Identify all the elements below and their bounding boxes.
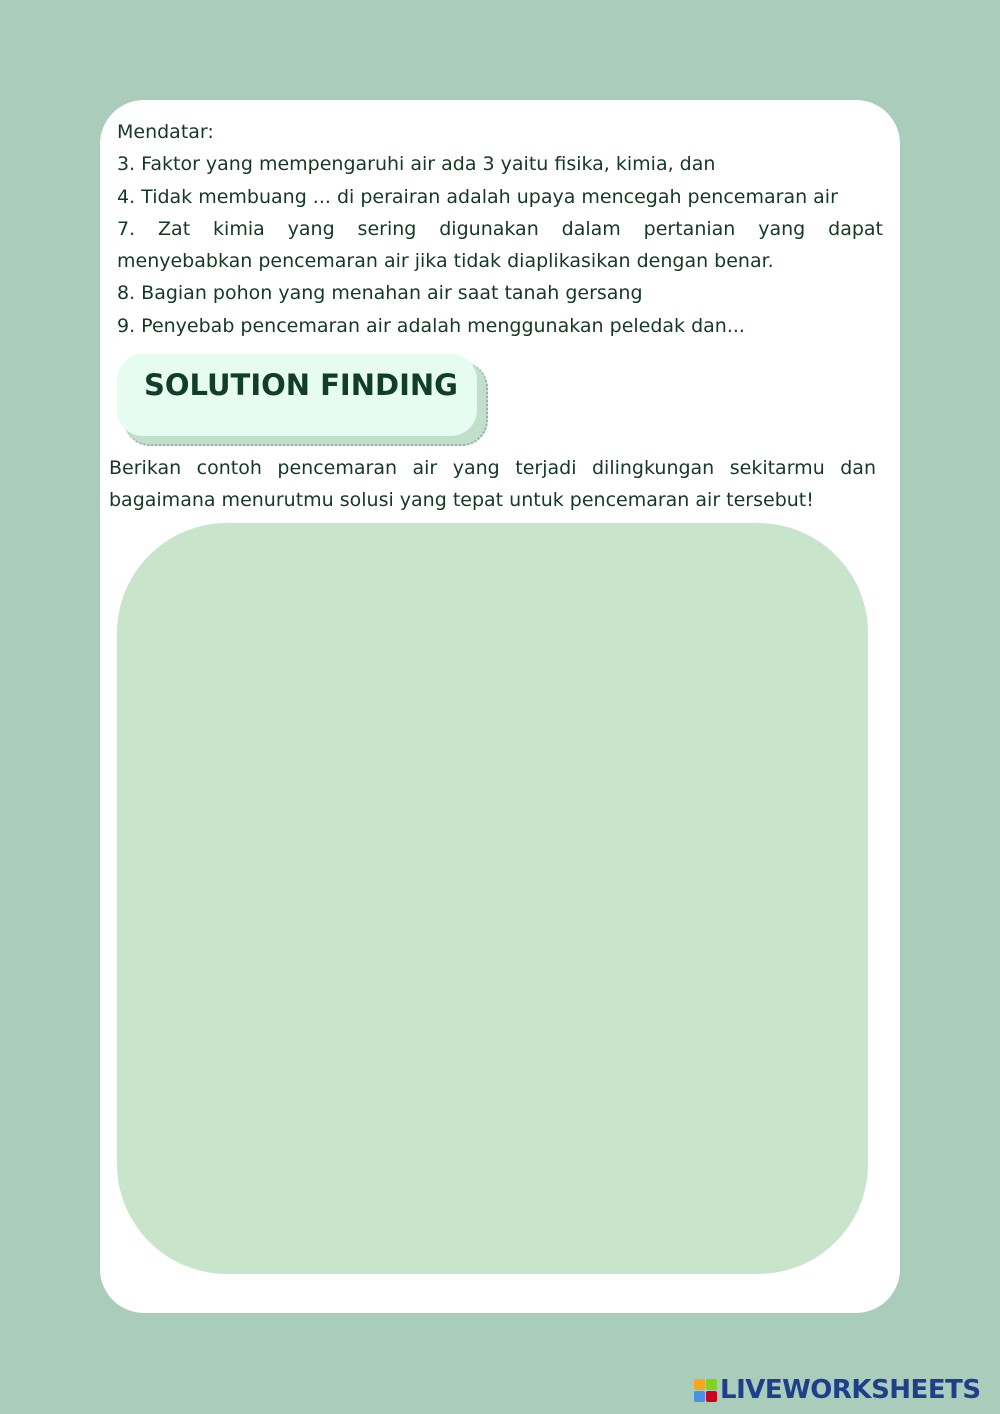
clue-item-3: 3. Faktor yang mempengaruhi air ada 3 yaitu fisika, kimia, dan <box>117 153 716 176</box>
logo-cube-icon <box>694 1379 705 1390</box>
instruction-text <box>109 452 876 517</box>
clues-heading: Mendatar: <box>117 121 214 143</box>
instruction-line-1: Berikan contoh pencemaran air yang terjadi dilingkungan sekitarmu dan <box>109 457 876 479</box>
section-title: SOLUTION FINDING <box>144 368 458 402</box>
logo-text: LIVEWORKSHEETS <box>720 1375 981 1405</box>
logo-cube-icon <box>706 1379 717 1390</box>
clue-item-7-line-1: 7. Zat kimia yang sering digunakan dalam pertanian yang dapat <box>117 217 883 240</box>
clue-item-9: 9. Penyebab pencemaran air adalah menggunakan peledak dan... <box>117 314 745 337</box>
instruction-line-2: bagaimana menurutmu solusi yang tepat untuk pencemaran air tersebut! <box>109 489 814 512</box>
logo-cube-icon <box>706 1391 717 1402</box>
clue-item-8: 8. Bagian pohon yang menahan air saat tanah gersang <box>117 282 643 305</box>
logo-cube-icon <box>694 1391 705 1402</box>
logo-cubes-icon <box>694 1379 717 1402</box>
clue-item-7-line-2: menyebabkan pencemaran air jika tidak diaplikasikan dengan benar. <box>117 250 774 273</box>
clue-item-4: 4. Tidak membuang ... di perairan adalah upaya mencegah pencemaran air <box>117 185 838 208</box>
crossword-clues-across <box>117 116 883 342</box>
liveworksheets-logo <box>694 1374 981 1406</box>
answer-text-area[interactable] <box>117 523 868 1274</box>
